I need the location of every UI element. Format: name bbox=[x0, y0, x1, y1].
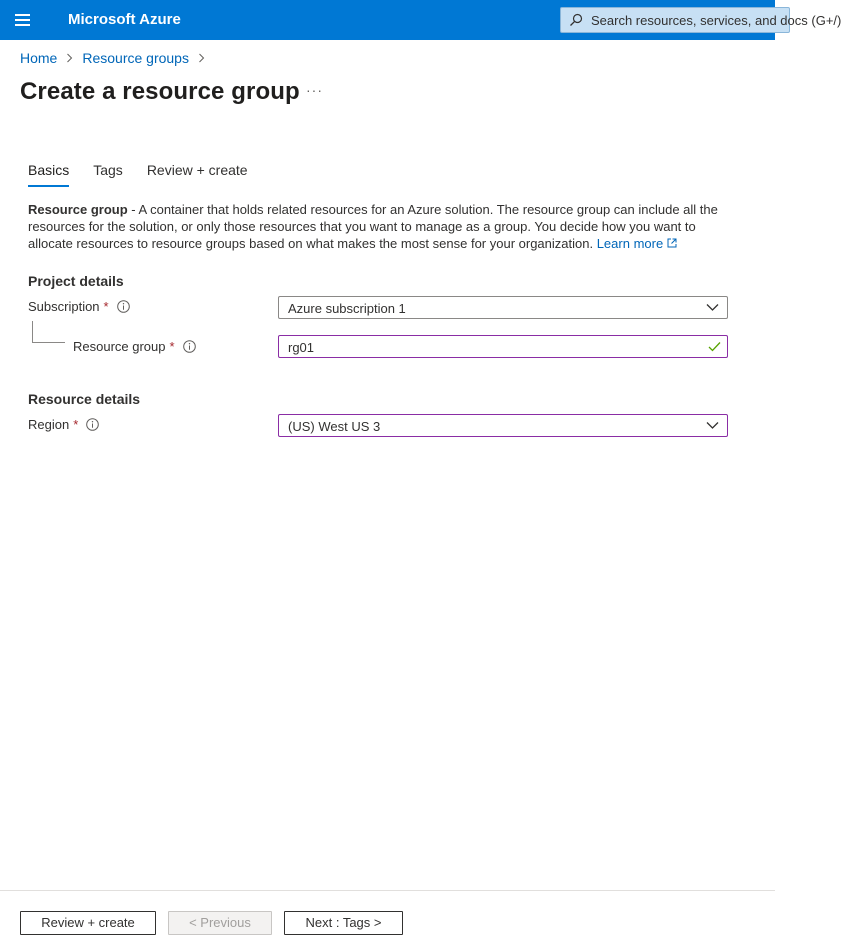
resource-group-value: rg01 bbox=[288, 340, 315, 355]
subscription-dropdown[interactable] bbox=[278, 296, 728, 319]
page-title: Create a resource group bbox=[20, 78, 300, 105]
breadcrumb bbox=[20, 50, 214, 66]
info-icon[interactable] bbox=[183, 340, 196, 353]
subscription-value: Azure subscription 1 bbox=[288, 301, 406, 316]
required-marker: * bbox=[169, 339, 175, 354]
breadcrumb-home[interactable]: Home bbox=[20, 50, 58, 66]
external-link-icon bbox=[667, 238, 677, 248]
resource-group-label-text: Resource group bbox=[73, 339, 166, 354]
chevron-down-icon bbox=[706, 303, 719, 312]
region-value: (US) West US 3 bbox=[288, 419, 381, 434]
region-label bbox=[28, 417, 99, 432]
chevron-right-icon bbox=[198, 53, 205, 63]
tab-review-create[interactable]: Review + create bbox=[146, 162, 248, 178]
resource-details-title: Resource details bbox=[28, 391, 141, 407]
description-bold: Resource group bbox=[28, 202, 128, 217]
info-icon[interactable] bbox=[86, 418, 99, 431]
review-create-button[interactable]: Review + create bbox=[20, 911, 156, 935]
hamburger-icon[interactable] bbox=[15, 12, 33, 28]
subscription-label-text: Subscription bbox=[28, 299, 100, 314]
description bbox=[28, 201, 728, 252]
checkmark-icon bbox=[708, 341, 721, 352]
tree-connector bbox=[32, 321, 33, 343]
resource-group-label bbox=[73, 339, 196, 354]
info-icon[interactable] bbox=[117, 300, 130, 313]
subscription-label bbox=[28, 299, 130, 314]
region-dropdown[interactable] bbox=[278, 414, 728, 437]
search-placeholder: Search resources, services, and docs (G+/) bbox=[591, 13, 841, 28]
more-options-icon[interactable]: ··· bbox=[306, 82, 323, 98]
tree-connector bbox=[32, 342, 65, 343]
project-details-title: Project details bbox=[28, 273, 124, 289]
next-tags-button[interactable]: Next : Tags > bbox=[284, 911, 403, 935]
search-icon bbox=[569, 13, 583, 27]
learn-more-label: Learn more bbox=[596, 236, 664, 251]
description-text: - A container that holds related resources for an Azure solution. The resource group can include all the resources for the solution, or only those resources that you want to manage as a group. You decide how you want to allocate resources to resource groups based on what makes the most sense for your organization. bbox=[28, 202, 718, 251]
chevron-right-icon bbox=[66, 53, 73, 63]
tab-bar bbox=[28, 162, 272, 186]
brand-title[interactable]: Microsoft Azure bbox=[68, 11, 181, 28]
resource-group-input[interactable] bbox=[278, 335, 728, 358]
tab-tags[interactable]: Tags bbox=[93, 162, 123, 178]
previous-button[interactable]: < Previous bbox=[168, 911, 272, 935]
required-marker: * bbox=[103, 299, 109, 314]
tab-basics[interactable]: Basics bbox=[28, 162, 69, 186]
search-box[interactable] bbox=[560, 7, 841, 33]
chevron-down-icon bbox=[706, 421, 719, 430]
region-label-text: Region bbox=[28, 417, 70, 432]
required-marker: * bbox=[73, 417, 79, 432]
learn-more-link[interactable] bbox=[597, 236, 677, 251]
footer-divider bbox=[0, 890, 775, 891]
breadcrumb-resource-groups[interactable]: Resource groups bbox=[82, 50, 189, 66]
top-bar bbox=[0, 0, 841, 40]
